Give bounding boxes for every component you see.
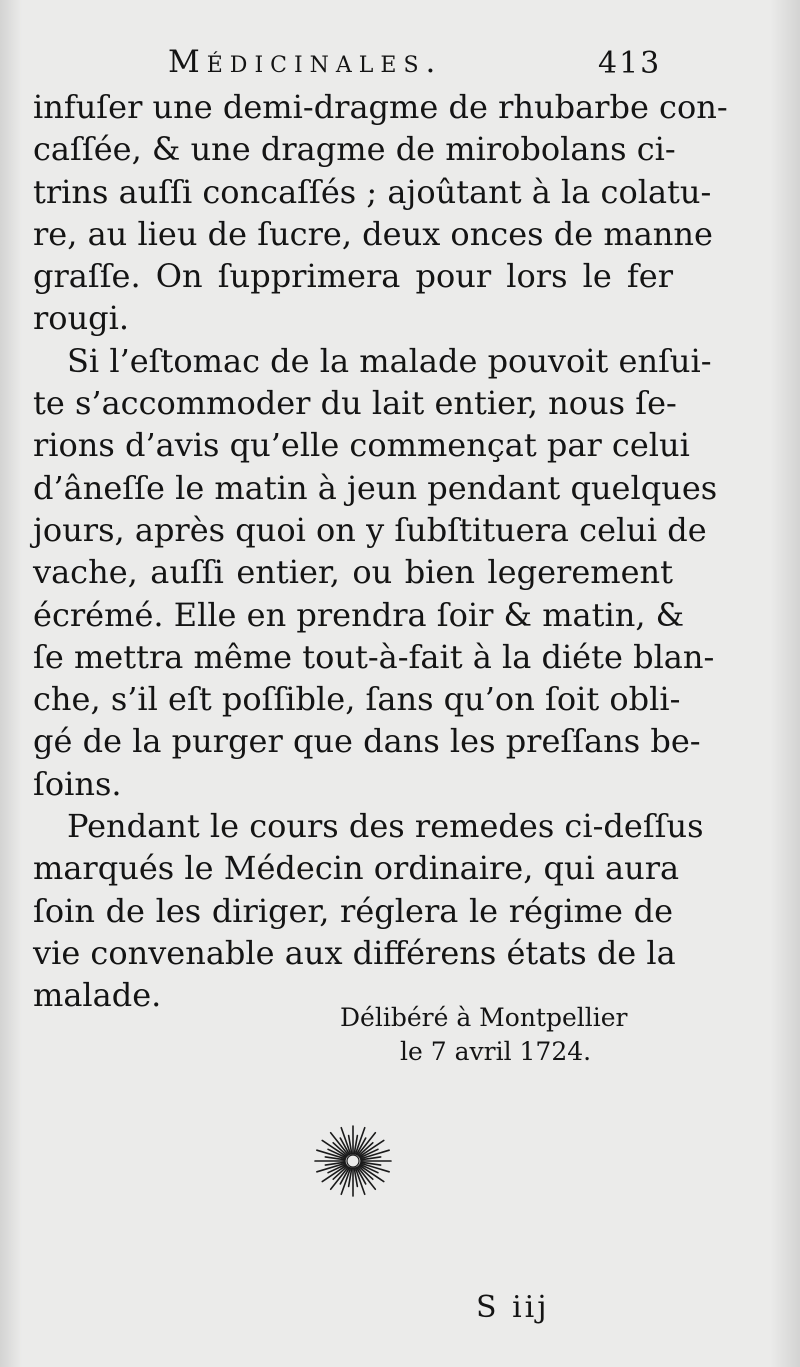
text-line: d’âneſſe le matin à jeun pendant quelques	[33, 468, 718, 507]
sunburst-ornament-icon	[307, 1118, 399, 1204]
text-line: trins auſſi concaſſés ; ajoûtant à la colatu-	[33, 172, 712, 211]
text-line: rions d’avis qu’elle commençat par celui	[33, 426, 690, 465]
text-line: gé de la purger que dans les preſſans be-	[33, 722, 701, 761]
text-line: caſſée, & une dragme de mirobolans ci-	[33, 130, 676, 169]
signoff	[340, 1001, 630, 1069]
text-line: vie convenable aux différens états de la	[33, 933, 676, 972]
text-line: re, au lieu de ſucre, deux onces de manne	[33, 214, 713, 253]
paragraph-2	[33, 340, 718, 805]
signature-mark: S iij	[476, 1290, 550, 1325]
text-line: malade.	[33, 976, 162, 1015]
text-line: rougi.	[33, 299, 130, 338]
signoff-date: le 7 avril 1724.	[400, 1037, 592, 1066]
text-line: te s’accommoder du lait entier, nous ſe-	[33, 384, 677, 423]
text-line: écrémé. Elle en prendra ſoir & matin, &	[33, 595, 685, 634]
paragraph-1	[33, 86, 728, 340]
text-line: ſoins.	[33, 764, 122, 803]
text-line: Si l’eſtomac de la malade pouvoit enſui-	[67, 341, 712, 380]
text-line: che, s’il eſt poſſible, ſans qu’on ſoit obli-	[33, 680, 681, 719]
text-line: Pendant le cours des remedes ci-deſſus	[67, 807, 704, 846]
text-body	[33, 86, 728, 1017]
text-line: infuſer une demi-dragme de rhubarbe con-	[33, 88, 728, 126]
text-line: ſe mettra même tout-à-fait à la diéte blan-	[33, 637, 715, 676]
signoff-place: Délibéré à Montpellier	[340, 1003, 628, 1032]
text-line: marqués le Médecin ordinaire, qui aura	[33, 849, 680, 888]
running-head: Médicinales.	[168, 44, 443, 80]
page-number: 413	[598, 46, 662, 81]
text-line: jours, après quoi on y ſubſtituera celui de	[33, 510, 707, 549]
text-line: graſſe. On ſupprimera pour lors le fer	[33, 257, 673, 296]
text-line: ſoin de les diriger, réglera le régime de	[33, 891, 673, 930]
paragraph-3	[33, 805, 704, 1016]
text-line: vache, auſſi entier, ou bien legerement	[33, 553, 673, 592]
